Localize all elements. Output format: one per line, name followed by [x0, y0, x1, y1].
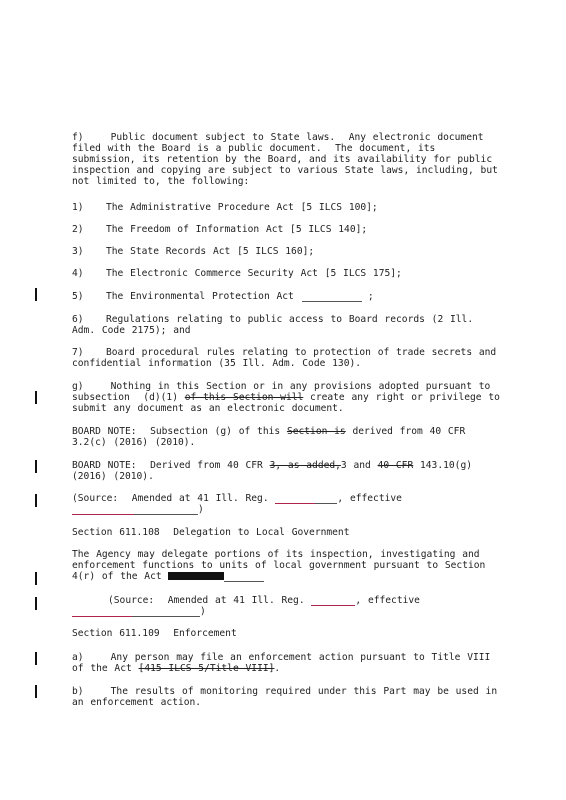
- list-item-text: Board procedural rules relating to protection of trade secrets and: [106, 347, 497, 358]
- source-note: [72, 493, 502, 515]
- paragraph-g-text: create any right or privilege to: [303, 392, 500, 403]
- redacted-text: [168, 572, 224, 580]
- list-item-tail: ;: [367, 291, 374, 302]
- subsection-a-text: of the Act: [72, 663, 139, 674]
- struck-text: 3, as added,: [269, 460, 341, 471]
- board-note-text: 3 and: [340, 460, 378, 471]
- list-item-text: The Freedom of Information Act [5 ILCS 140];: [106, 224, 368, 235]
- source-close: ): [198, 504, 204, 515]
- board-note-text: BOARD NOTE: Subsection (g) of this: [72, 426, 287, 437]
- list-item-number: 3): [72, 246, 84, 257]
- list-item-number: 5): [72, 291, 84, 302]
- list-item: [72, 268, 502, 279]
- list-item: [72, 347, 502, 369]
- paragraph-g-text: subsection (d)(1): [72, 392, 185, 403]
- board-note-text: BOARD NOTE: Derived from 40 CFR: [72, 460, 270, 471]
- paragraph-g: [72, 381, 502, 414]
- section-108-body: [72, 549, 502, 582]
- blank-line: [134, 514, 198, 515]
- list-item: [72, 314, 502, 336]
- section-heading: [72, 527, 502, 538]
- source-text: (Source: Amended at 41 Ill. Reg.: [108, 595, 312, 606]
- section-heading: [72, 628, 502, 639]
- struck-text: of this Section will: [184, 392, 304, 403]
- list-item: [72, 202, 502, 213]
- subsection-a-text: .: [274, 663, 281, 674]
- board-note: [72, 460, 502, 482]
- source-text: (Source: Amended at 41 Ill. Reg.: [72, 493, 276, 504]
- revision-bar: [35, 685, 37, 698]
- section-title: Section 611.108 Delegation to Local Government: [72, 527, 350, 538]
- blank-line: [315, 503, 337, 504]
- paragraph-g-line: g) Nothing in this Section or in any provisions adopted pursuant to: [72, 381, 491, 392]
- list-item-text: The Administrative Procedure Act [5 ILCS 100];: [106, 202, 378, 213]
- list-item-number: 2): [72, 224, 84, 235]
- paragraph-g-line: submit any document as an electronic document.: [72, 403, 344, 414]
- source-effective: , effective: [355, 595, 420, 606]
- section-108-line: The Agency may delegate portions of its inspection, investigating and: [72, 549, 480, 560]
- list-item-number: 6): [72, 314, 84, 325]
- struck-text: 40 CFR: [377, 460, 414, 471]
- blank-line: [224, 581, 264, 582]
- section-title: Section 611.109 Enforcement: [72, 628, 237, 639]
- board-note-text: 3.2(c) (2016) (2010).: [72, 437, 196, 448]
- list-item: [72, 246, 502, 257]
- subsection-a: [72, 652, 502, 674]
- board-note-text: (2016) (2010).: [72, 471, 154, 482]
- list-item-text-continued: confidential information (35 Ill. Adm. Code 130).: [72, 358, 362, 369]
- blank-line: [72, 616, 132, 617]
- subsection-a-line: a) Any person may file an enforcement action pursuant to Title VIII: [72, 652, 491, 663]
- list-item-text: The Electronic Commerce Security Act [5 ILCS 175];: [106, 268, 402, 279]
- paragraph-f-line: inspection and copying are subject to various State laws, including, but: [72, 165, 498, 176]
- list-item: [72, 224, 502, 235]
- list-item-number: 4): [72, 268, 84, 279]
- revision-bar: [35, 652, 37, 665]
- subsection-b-line: b) The results of monitoring required under this Part may be used in: [72, 686, 498, 697]
- revision-bar: [35, 597, 37, 610]
- source-note-close: [72, 606, 502, 617]
- list-item-number: 1): [72, 202, 84, 213]
- paragraph-f-line: filed with the Board is a public document. The document, its: [72, 143, 436, 154]
- blank-line: [132, 616, 200, 617]
- struck-text: [415 ILCS 5/Title VIII]: [138, 663, 275, 674]
- board-note-text: derived from 40 CFR: [345, 426, 466, 437]
- revision-bar: [35, 494, 37, 507]
- blank-line: [302, 301, 362, 302]
- paragraph-f: [72, 132, 502, 187]
- list-item-number: 7): [72, 347, 84, 358]
- revision-bar: [35, 391, 37, 404]
- list-item: [72, 291, 502, 302]
- section-108-line: 4(r) of the Act: [72, 571, 169, 582]
- source-close: ): [200, 606, 206, 617]
- board-note-text: 143.10(g): [413, 460, 472, 471]
- subsection-b: [72, 686, 502, 708]
- list-item-text: Regulations relating to public access to Board records (2 Ill.: [106, 314, 474, 325]
- board-note: [72, 426, 502, 448]
- section-108-line: enforcement functions to units of local government pursuant to Section: [72, 560, 486, 571]
- paragraph-f-line: f) Public document subject to State laws. Any electronic document: [72, 132, 484, 143]
- list-item-text-continued: Adm. Code 2175); and: [72, 325, 191, 336]
- blank-line: [72, 514, 134, 515]
- list-item-text: The State Records Act [5 ILCS 160];: [106, 246, 315, 257]
- source-note: [108, 595, 508, 606]
- subsection-b-line: an enforcement action.: [72, 697, 202, 708]
- paragraph-f-line: not limited to, the following:: [72, 176, 250, 187]
- blank-line: [275, 503, 315, 504]
- struck-text: Section is: [286, 426, 346, 437]
- revision-bar: [35, 288, 37, 301]
- revision-bar: [35, 572, 37, 585]
- revision-bar: [35, 460, 37, 473]
- source-effective: , effective: [337, 493, 402, 504]
- paragraph-f-line: submission, its retention by the Board, and its availability for public: [72, 154, 493, 165]
- list-item-text: The Environmental Protection Act: [106, 291, 294, 302]
